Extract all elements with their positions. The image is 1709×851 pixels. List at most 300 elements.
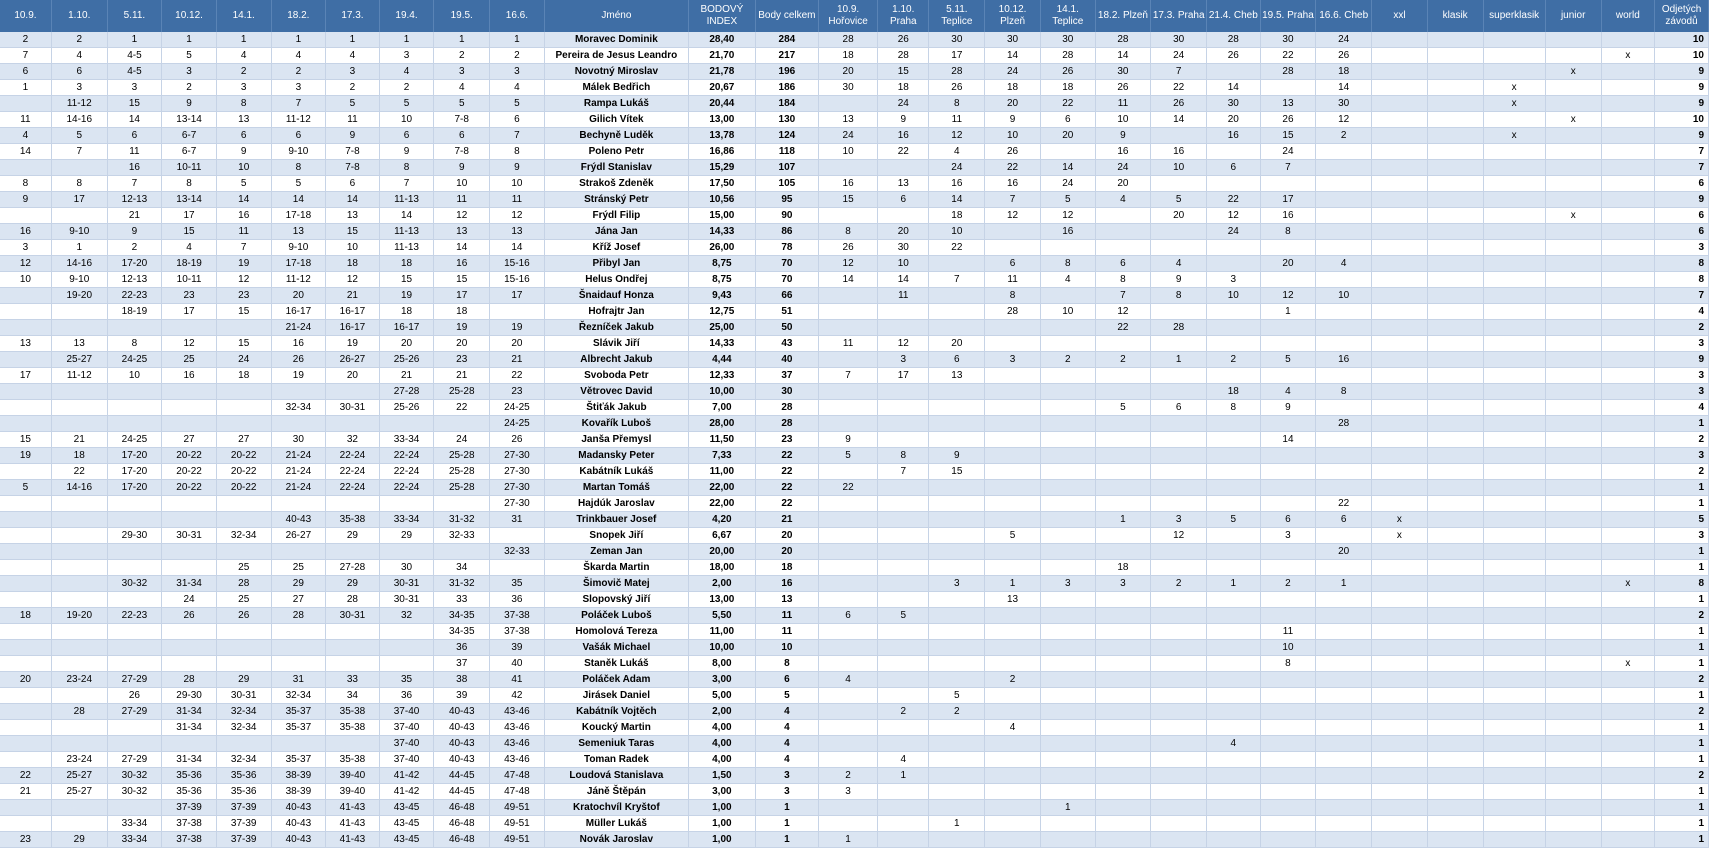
table-cell[interactable] — [878, 688, 929, 704]
table-cell[interactable]: 31-34 — [162, 752, 217, 768]
table-cell[interactable]: 22-23 — [107, 608, 162, 624]
table-cell[interactable] — [878, 800, 929, 816]
table-cell[interactable] — [1316, 208, 1372, 224]
table-cell[interactable]: 12 — [1095, 304, 1151, 320]
table-cell[interactable] — [929, 304, 985, 320]
table-cell[interactable] — [1483, 768, 1545, 784]
table-cell[interactable]: 2 — [1655, 320, 1709, 336]
table-cell[interactable] — [1095, 736, 1151, 752]
table-cell[interactable]: 4-5 — [107, 48, 162, 64]
table-cell[interactable] — [1207, 832, 1261, 848]
table-cell[interactable] — [1040, 640, 1095, 656]
table-cell[interactable]: 3 — [929, 576, 985, 592]
table-cell[interactable]: 4 — [1040, 272, 1095, 288]
table-cell[interactable]: 3,00 — [689, 784, 756, 800]
table-cell[interactable]: 24 — [1316, 32, 1372, 48]
table-cell[interactable]: 16 — [755, 576, 818, 592]
table-cell[interactable]: 18 — [0, 608, 51, 624]
table-cell[interactable]: 2 — [1095, 352, 1151, 368]
table-cell[interactable]: 1 — [490, 32, 545, 48]
table-cell[interactable] — [1427, 192, 1483, 208]
rider-name-cell[interactable]: Frýdl Filip — [544, 208, 688, 224]
table-cell[interactable]: 35-37 — [271, 720, 326, 736]
table-cell[interactable] — [1372, 144, 1428, 160]
table-cell[interactable]: 4 — [929, 144, 985, 160]
table-cell[interactable]: x — [1601, 576, 1655, 592]
table-cell[interactable]: 18-19 — [162, 256, 217, 272]
table-cell[interactable]: 11 — [929, 112, 985, 128]
table-cell[interactable]: 5 — [1260, 352, 1316, 368]
table-cell[interactable]: 2 — [162, 80, 217, 96]
rider-name-cell[interactable]: Poláček Adam — [544, 672, 688, 688]
table-cell[interactable] — [1372, 672, 1428, 688]
table-cell[interactable]: 13 — [1260, 96, 1316, 112]
table-cell[interactable]: 14 — [326, 192, 380, 208]
table-cell[interactable]: 13 — [434, 224, 490, 240]
rider-name-cell[interactable]: Šnaidauf Honza — [544, 288, 688, 304]
table-cell[interactable] — [1260, 816, 1316, 832]
table-cell[interactable]: 21,70 — [689, 48, 756, 64]
table-cell[interactable]: 6 — [1095, 256, 1151, 272]
table-cell[interactable]: 34-35 — [434, 608, 490, 624]
table-cell[interactable]: 37 — [755, 368, 818, 384]
table-cell[interactable]: 22 — [490, 368, 545, 384]
table-cell[interactable] — [51, 816, 107, 832]
table-cell[interactable]: 23 — [216, 288, 271, 304]
table-cell[interactable]: 3 — [1655, 384, 1709, 400]
table-cell[interactable] — [0, 752, 51, 768]
table-cell[interactable] — [1207, 800, 1261, 816]
table-cell[interactable] — [929, 784, 985, 800]
table-cell[interactable] — [1372, 576, 1428, 592]
table-cell[interactable]: 1 — [1095, 512, 1151, 528]
table-cell[interactable]: 9 — [107, 224, 162, 240]
table-cell[interactable]: 6 — [1655, 224, 1709, 240]
table-cell[interactable] — [1483, 464, 1545, 480]
table-cell[interactable]: 217 — [755, 48, 818, 64]
table-cell[interactable]: 25-26 — [379, 352, 434, 368]
table-cell[interactable]: 13,78 — [689, 128, 756, 144]
table-cell[interactable] — [1207, 64, 1261, 80]
table-cell[interactable] — [1601, 32, 1655, 48]
table-cell[interactable] — [1151, 736, 1207, 752]
table-cell[interactable] — [1372, 96, 1428, 112]
table-cell[interactable] — [1483, 512, 1545, 528]
table-cell[interactable]: 38-39 — [271, 768, 326, 784]
table-cell[interactable] — [1545, 544, 1601, 560]
table-cell[interactable] — [51, 160, 107, 176]
table-cell[interactable]: 9-10 — [271, 240, 326, 256]
table-cell[interactable]: 26-27 — [271, 528, 326, 544]
table-cell[interactable]: 33 — [326, 672, 380, 688]
table-cell[interactable] — [929, 496, 985, 512]
table-cell[interactable] — [1207, 496, 1261, 512]
table-cell[interactable] — [878, 384, 929, 400]
table-cell[interactable] — [985, 336, 1041, 352]
table-cell[interactable] — [1207, 368, 1261, 384]
table-cell[interactable] — [1095, 752, 1151, 768]
table-cell[interactable] — [107, 560, 162, 576]
column-header[interactable]: 14.1. Teplice — [1040, 0, 1095, 32]
table-cell[interactable] — [1427, 64, 1483, 80]
table-cell[interactable] — [1040, 784, 1095, 800]
table-cell[interactable]: 4-5 — [107, 64, 162, 80]
table-cell[interactable]: 1 — [326, 32, 380, 48]
table-cell[interactable]: 41-42 — [379, 768, 434, 784]
table-cell[interactable] — [51, 688, 107, 704]
table-cell[interactable]: 37-38 — [162, 816, 217, 832]
table-cell[interactable] — [929, 624, 985, 640]
table-cell[interactable]: 3 — [1260, 528, 1316, 544]
table-cell[interactable]: 17-20 — [107, 448, 162, 464]
table-cell[interactable] — [1545, 688, 1601, 704]
table-cell[interactable] — [1040, 144, 1095, 160]
table-cell[interactable] — [878, 512, 929, 528]
table-cell[interactable]: 34-35 — [434, 624, 490, 640]
rider-name-cell[interactable]: Moravec Dominik — [544, 32, 688, 48]
table-cell[interactable]: 27-29 — [107, 704, 162, 720]
table-cell[interactable]: 41-43 — [326, 800, 380, 816]
table-cell[interactable]: 28,40 — [689, 32, 756, 48]
table-cell[interactable]: 22 — [755, 480, 818, 496]
table-cell[interactable] — [1483, 288, 1545, 304]
table-cell[interactable] — [1427, 768, 1483, 784]
table-cell[interactable] — [929, 512, 985, 528]
table-cell[interactable] — [1372, 416, 1428, 432]
table-cell[interactable]: 26 — [878, 32, 929, 48]
table-cell[interactable] — [216, 384, 271, 400]
table-cell[interactable]: 28 — [1040, 48, 1095, 64]
table-cell[interactable] — [1483, 528, 1545, 544]
table-cell[interactable]: 22 — [755, 496, 818, 512]
table-cell[interactable] — [1483, 144, 1545, 160]
table-cell[interactable] — [1207, 768, 1261, 784]
table-cell[interactable] — [1151, 496, 1207, 512]
table-cell[interactable]: 42 — [490, 688, 545, 704]
table-cell[interactable]: 18,00 — [689, 560, 756, 576]
table-cell[interactable]: 12 — [1207, 208, 1261, 224]
table-cell[interactable]: 22 — [1316, 496, 1372, 512]
table-cell[interactable] — [985, 432, 1041, 448]
table-cell[interactable]: 11 — [755, 624, 818, 640]
table-cell[interactable] — [434, 544, 490, 560]
table-cell[interactable] — [1151, 800, 1207, 816]
table-cell[interactable]: 46-48 — [434, 816, 490, 832]
table-cell[interactable] — [1151, 624, 1207, 640]
table-cell[interactable] — [1316, 336, 1372, 352]
table-cell[interactable] — [107, 496, 162, 512]
table-cell[interactable] — [929, 400, 985, 416]
table-cell[interactable]: 1 — [1655, 496, 1709, 512]
table-cell[interactable] — [1601, 112, 1655, 128]
table-cell[interactable]: 20 — [1260, 256, 1316, 272]
table-cell[interactable]: 14-16 — [51, 256, 107, 272]
table-cell[interactable] — [1372, 768, 1428, 784]
table-cell[interactable]: 14,33 — [689, 336, 756, 352]
table-cell[interactable]: x — [1483, 80, 1545, 96]
table-cell[interactable] — [1207, 336, 1261, 352]
table-cell[interactable] — [1260, 176, 1316, 192]
table-cell[interactable] — [1427, 640, 1483, 656]
rider-name-cell[interactable]: Novotný Miroslav — [544, 64, 688, 80]
table-cell[interactable]: 10 — [1655, 48, 1709, 64]
table-cell[interactable] — [0, 624, 51, 640]
table-cell[interactable]: 24 — [929, 160, 985, 176]
table-cell[interactable]: 25-26 — [379, 400, 434, 416]
table-cell[interactable] — [1601, 240, 1655, 256]
table-cell[interactable] — [1207, 176, 1261, 192]
table-cell[interactable]: 8,00 — [689, 656, 756, 672]
table-cell[interactable] — [819, 352, 878, 368]
table-cell[interactable] — [1372, 640, 1428, 656]
table-cell[interactable] — [1207, 144, 1261, 160]
table-cell[interactable] — [326, 640, 380, 656]
table-cell[interactable] — [878, 208, 929, 224]
table-cell[interactable] — [1095, 688, 1151, 704]
table-cell[interactable] — [1151, 544, 1207, 560]
table-cell[interactable]: 34 — [434, 560, 490, 576]
table-cell[interactable]: 31-34 — [162, 576, 217, 592]
column-header[interactable]: xxl — [1372, 0, 1428, 32]
table-cell[interactable]: 14-16 — [51, 112, 107, 128]
rider-name-cell[interactable]: Staněk Lukáš — [544, 656, 688, 672]
table-cell[interactable] — [1207, 640, 1261, 656]
table-cell[interactable] — [878, 640, 929, 656]
table-cell[interactable] — [1483, 784, 1545, 800]
table-cell[interactable]: 13-14 — [162, 192, 217, 208]
table-cell[interactable]: 3 — [985, 352, 1041, 368]
table-cell[interactable] — [819, 544, 878, 560]
table-cell[interactable] — [162, 496, 217, 512]
table-cell[interactable] — [1372, 480, 1428, 496]
table-cell[interactable]: 32-33 — [434, 528, 490, 544]
table-cell[interactable] — [107, 624, 162, 640]
table-cell[interactable] — [1095, 448, 1151, 464]
table-cell[interactable]: 50 — [755, 320, 818, 336]
table-cell[interactable] — [819, 512, 878, 528]
table-cell[interactable] — [1427, 320, 1483, 336]
table-cell[interactable]: 11-13 — [379, 224, 434, 240]
table-cell[interactable]: 16 — [0, 224, 51, 240]
table-cell[interactable]: 14 — [1316, 80, 1372, 96]
table-cell[interactable]: 3 — [51, 80, 107, 96]
table-cell[interactable] — [1427, 160, 1483, 176]
table-cell[interactable]: x — [1601, 48, 1655, 64]
table-cell[interactable]: 1 — [434, 32, 490, 48]
table-cell[interactable] — [1095, 432, 1151, 448]
table-cell[interactable] — [326, 624, 380, 640]
table-cell[interactable] — [1427, 224, 1483, 240]
table-cell[interactable] — [1151, 416, 1207, 432]
table-cell[interactable] — [819, 288, 878, 304]
table-cell[interactable] — [878, 400, 929, 416]
table-cell[interactable]: 1 — [1040, 800, 1095, 816]
table-cell[interactable]: 3 — [1655, 368, 1709, 384]
table-cell[interactable]: 1 — [1655, 688, 1709, 704]
table-cell[interactable]: 9 — [0, 192, 51, 208]
table-cell[interactable]: 12 — [1040, 208, 1095, 224]
table-cell[interactable]: 11-13 — [379, 240, 434, 256]
table-cell[interactable] — [1095, 656, 1151, 672]
table-cell[interactable] — [0, 576, 51, 592]
table-cell[interactable] — [985, 512, 1041, 528]
table-cell[interactable]: 3,00 — [689, 672, 756, 688]
table-cell[interactable]: 5 — [1040, 192, 1095, 208]
table-cell[interactable] — [1483, 208, 1545, 224]
table-cell[interactable]: 9 — [1655, 192, 1709, 208]
table-cell[interactable]: x — [1545, 208, 1601, 224]
table-cell[interactable] — [326, 736, 380, 752]
table-cell[interactable]: 10,56 — [689, 192, 756, 208]
table-cell[interactable]: 18 — [755, 560, 818, 576]
table-cell[interactable] — [1427, 240, 1483, 256]
table-cell[interactable] — [929, 656, 985, 672]
table-cell[interactable] — [1316, 816, 1372, 832]
table-cell[interactable] — [878, 784, 929, 800]
table-cell[interactable]: 21-24 — [271, 320, 326, 336]
table-cell[interactable]: 4 — [1655, 400, 1709, 416]
table-cell[interactable] — [1483, 560, 1545, 576]
table-cell[interactable]: 41-42 — [379, 784, 434, 800]
table-cell[interactable] — [1372, 272, 1428, 288]
column-header[interactable]: Body celkem — [755, 0, 818, 32]
table-cell[interactable] — [1545, 832, 1601, 848]
rider-name-cell[interactable]: Koucký Martin — [544, 720, 688, 736]
table-cell[interactable] — [51, 400, 107, 416]
table-cell[interactable] — [1601, 304, 1655, 320]
table-cell[interactable]: 2 — [819, 768, 878, 784]
table-cell[interactable]: 14 — [1095, 48, 1151, 64]
table-cell[interactable]: 10 — [379, 112, 434, 128]
table-cell[interactable]: 43-45 — [379, 816, 434, 832]
table-cell[interactable]: 37-40 — [379, 752, 434, 768]
table-cell[interactable]: 3 — [490, 64, 545, 80]
table-cell[interactable]: 28 — [1207, 32, 1261, 48]
rider-name-cell[interactable]: Kříž Josef — [544, 240, 688, 256]
table-cell[interactable]: 9 — [985, 112, 1041, 128]
table-cell[interactable]: 23-24 — [51, 672, 107, 688]
table-cell[interactable] — [1483, 816, 1545, 832]
table-cell[interactable] — [819, 416, 878, 432]
table-cell[interactable] — [1427, 720, 1483, 736]
table-cell[interactable]: 7 — [1151, 64, 1207, 80]
table-cell[interactable] — [1207, 672, 1261, 688]
table-cell[interactable]: 4,44 — [689, 352, 756, 368]
table-cell[interactable]: 3 — [1095, 576, 1151, 592]
table-cell[interactable]: 5 — [755, 688, 818, 704]
table-cell[interactable] — [1316, 400, 1372, 416]
column-header[interactable]: 10.9. — [0, 0, 51, 32]
table-cell[interactable]: 35-38 — [326, 512, 380, 528]
table-cell[interactable] — [1260, 448, 1316, 464]
table-cell[interactable] — [107, 656, 162, 672]
table-cell[interactable]: 20 — [819, 64, 878, 80]
table-cell[interactable] — [1372, 704, 1428, 720]
table-cell[interactable]: 29 — [379, 528, 434, 544]
table-cell[interactable] — [1545, 48, 1601, 64]
table-cell[interactable] — [1316, 432, 1372, 448]
table-cell[interactable] — [1095, 720, 1151, 736]
rider-name-cell[interactable]: Hofrajtr Jan — [544, 304, 688, 320]
table-cell[interactable] — [0, 800, 51, 816]
table-cell[interactable]: 8 — [107, 336, 162, 352]
table-cell[interactable]: 3 — [878, 352, 929, 368]
table-cell[interactable]: 9-10 — [51, 224, 107, 240]
table-cell[interactable]: 11 — [985, 272, 1041, 288]
table-cell[interactable] — [1372, 208, 1428, 224]
table-cell[interactable] — [1545, 432, 1601, 448]
table-cell[interactable]: 7 — [0, 48, 51, 64]
table-cell[interactable]: 11 — [755, 608, 818, 624]
table-cell[interactable] — [0, 288, 51, 304]
table-cell[interactable] — [1427, 128, 1483, 144]
rider-name-cell[interactable]: Strakoš Zdeněk — [544, 176, 688, 192]
table-cell[interactable]: 24 — [162, 592, 217, 608]
table-cell[interactable] — [1095, 816, 1151, 832]
table-cell[interactable]: 20,67 — [689, 80, 756, 96]
table-cell[interactable] — [1372, 656, 1428, 672]
table-cell[interactable] — [1545, 448, 1601, 464]
table-cell[interactable]: 2 — [379, 80, 434, 96]
table-cell[interactable] — [1427, 576, 1483, 592]
table-cell[interactable] — [1483, 416, 1545, 432]
table-cell[interactable] — [1316, 800, 1372, 816]
table-cell[interactable]: 124 — [755, 128, 818, 144]
table-cell[interactable]: 43-46 — [490, 752, 545, 768]
table-cell[interactable]: 6,67 — [689, 528, 756, 544]
table-cell[interactable]: 30-31 — [326, 608, 380, 624]
table-cell[interactable]: 18 — [434, 304, 490, 320]
table-cell[interactable] — [985, 800, 1041, 816]
table-cell[interactable]: 14 — [490, 240, 545, 256]
table-cell[interactable] — [1427, 688, 1483, 704]
table-cell[interactable]: x — [1372, 528, 1428, 544]
table-cell[interactable] — [1207, 256, 1261, 272]
table-cell[interactable] — [1427, 736, 1483, 752]
table-cell[interactable]: 7 — [985, 192, 1041, 208]
table-cell[interactable]: 7 — [216, 240, 271, 256]
table-cell[interactable]: 8 — [379, 160, 434, 176]
table-cell[interactable] — [1095, 240, 1151, 256]
table-cell[interactable] — [1545, 640, 1601, 656]
table-cell[interactable]: 14 — [819, 272, 878, 288]
table-cell[interactable]: 2 — [1655, 608, 1709, 624]
table-cell[interactable]: 15,00 — [689, 208, 756, 224]
table-cell[interactable]: 9 — [1655, 80, 1709, 96]
table-cell[interactable]: 20 — [490, 336, 545, 352]
table-cell[interactable]: 2 — [107, 240, 162, 256]
table-cell[interactable]: 26 — [107, 688, 162, 704]
table-cell[interactable]: 36 — [434, 640, 490, 656]
table-cell[interactable] — [1483, 432, 1545, 448]
table-cell[interactable]: 1 — [1655, 560, 1709, 576]
table-cell[interactable]: 30 — [878, 240, 929, 256]
table-cell[interactable]: x — [1483, 96, 1545, 112]
table-cell[interactable]: 4,00 — [689, 752, 756, 768]
table-cell[interactable]: 21-24 — [271, 480, 326, 496]
table-cell[interactable] — [1545, 752, 1601, 768]
table-cell[interactable] — [1316, 464, 1372, 480]
table-cell[interactable]: 17-18 — [271, 256, 326, 272]
table-cell[interactable] — [1095, 608, 1151, 624]
table-cell[interactable]: 7 — [1260, 160, 1316, 176]
table-cell[interactable] — [0, 384, 51, 400]
table-cell[interactable]: 5 — [162, 48, 217, 64]
table-cell[interactable] — [1601, 592, 1655, 608]
table-cell[interactable] — [929, 832, 985, 848]
table-cell[interactable]: 20 — [878, 224, 929, 240]
table-cell[interactable]: 16 — [434, 256, 490, 272]
